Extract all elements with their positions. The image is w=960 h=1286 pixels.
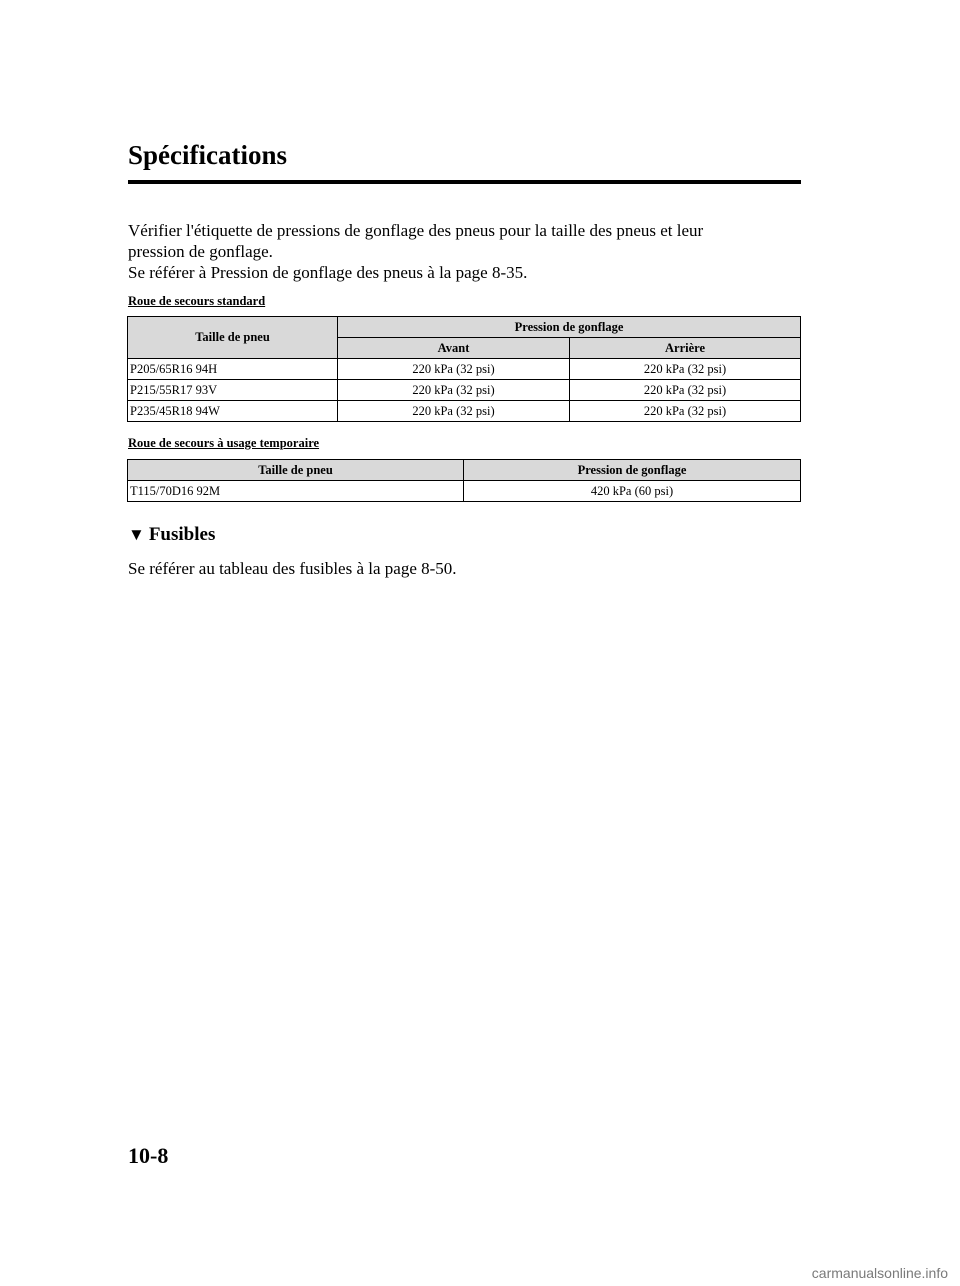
column-header-tire-size: Taille de pneu	[128, 460, 464, 481]
tire-size-cell: P205/65R16 94H	[128, 359, 338, 380]
rear-pressure-cell: 220 kPa (32 psi)	[570, 380, 801, 401]
intro-line: pression de gonflage.	[128, 242, 273, 261]
temporary-spare-table	[127, 459, 801, 502]
column-header-front: Avant	[338, 338, 570, 359]
standard-spare-heading: Roue de secours standard	[128, 294, 266, 308]
front-pressure-cell: 220 kPa (32 psi)	[338, 380, 570, 401]
tire-size-cell: P215/55R17 93V	[128, 380, 338, 401]
column-header-pressure: Pression de gonflage	[464, 460, 801, 481]
intro-reference: Se référer à Pression de gonflage des pneus à la page 8-35.	[128, 263, 528, 282]
rear-pressure-cell: 220 kPa (32 psi)	[570, 401, 801, 422]
watermark: carmanualsonline.info	[811, 1265, 948, 1281]
front-pressure-cell: 220 kPa (32 psi)	[338, 401, 570, 422]
intro-line: Vérifier l'étiquette de pressions de gonflage des pneus pour la taille des pneus et leur	[128, 221, 704, 240]
table-row	[128, 380, 801, 401]
column-header-pressure: Pression de gonflage	[338, 317, 801, 338]
column-header-rear: Arrière	[570, 338, 801, 359]
rear-pressure-cell: 220 kPa (32 psi)	[570, 359, 801, 380]
standard-spare-table	[127, 316, 801, 422]
column-header-tire-size: Taille de pneu	[128, 317, 338, 359]
table-row	[128, 359, 801, 380]
title-rule	[128, 180, 801, 184]
front-pressure-cell: 220 kPa (32 psi)	[338, 359, 570, 380]
page-number: 10-8	[128, 1143, 169, 1168]
table-row	[128, 481, 801, 502]
tire-size-cell: P235/45R18 94W	[128, 401, 338, 422]
fuses-heading-label: Fusibles	[148, 524, 216, 545]
fuses-reference: Se référer au tableau des fusibles à la page 8-50.	[128, 559, 457, 578]
pressure-cell: 420 kPa (60 psi)	[464, 481, 801, 502]
temporary-spare-heading: Roue de secours à usage temporaire	[128, 436, 320, 450]
page-title: Spécifications	[128, 140, 287, 170]
triangle-down-icon: ▼	[128, 525, 145, 544]
fuses-section-heading	[128, 524, 215, 546]
intro-paragraph	[128, 220, 800, 283]
tire-size-cell: T115/70D16 92M	[128, 481, 464, 502]
table-row	[128, 401, 801, 422]
